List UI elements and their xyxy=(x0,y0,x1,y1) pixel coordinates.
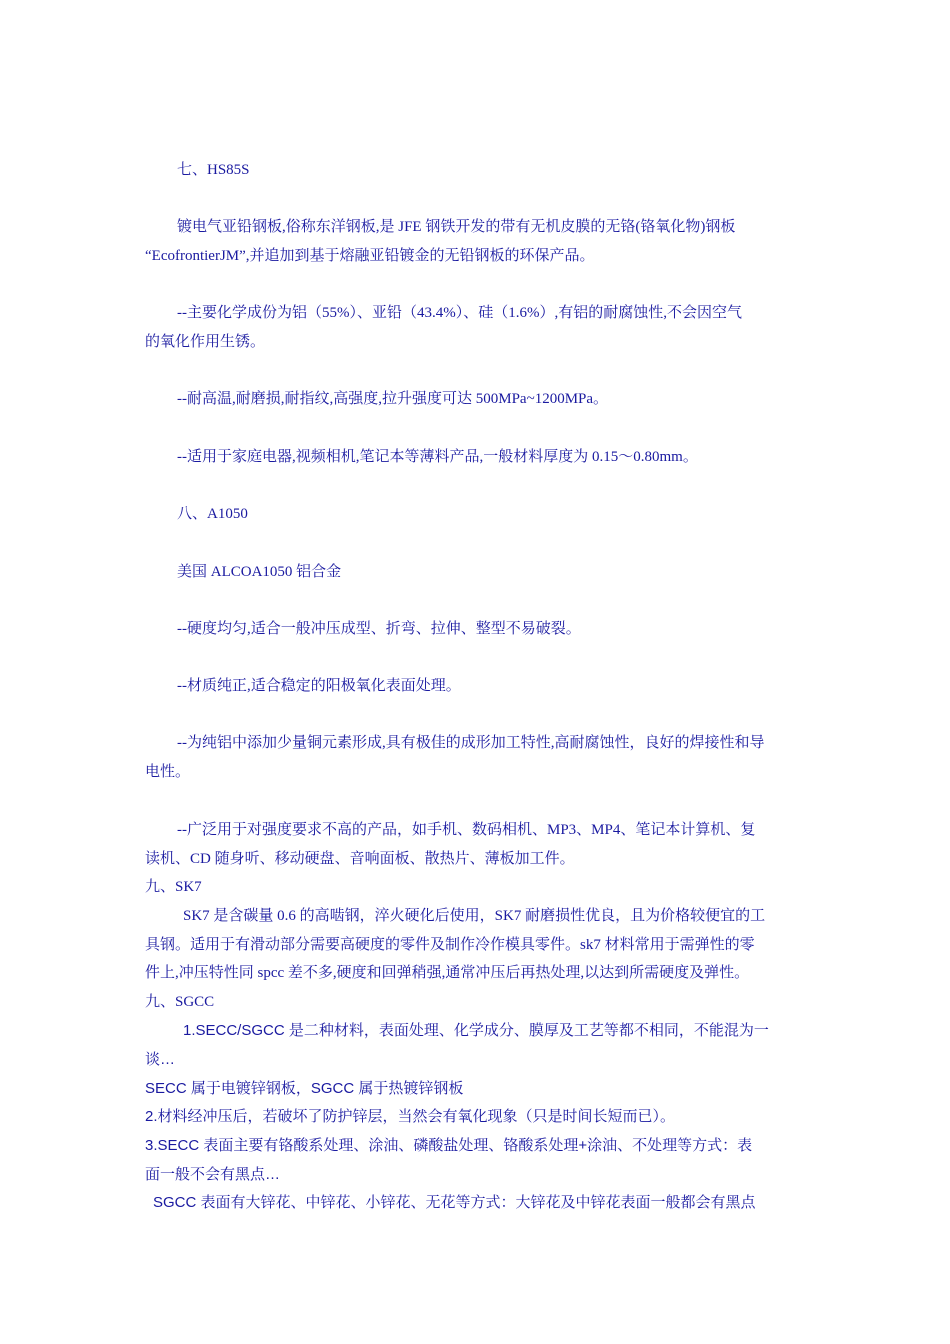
paragraph-line: 镀电气亚铅钢板,俗称东洋钢板,是 JFE 钢铁开发的带有无机皮膜的无铬(铬氧化物)钢板 xyxy=(177,219,736,235)
paragraph-line: --主要化学成份为铝（55%）、亚铅（43.4%）、硅（1.6%）,有铝的耐腐蚀性,不会因空气 xyxy=(177,305,742,321)
paragraph-line: 面一般不会有黑点… xyxy=(145,1166,281,1183)
paragraph-line: --广泛用于对强度要求不高的产品，如手机、数码相机、MP3、MP4、笔记本计算机、复 xyxy=(177,822,756,838)
paragraph-line: 具钢。适用于有滑动部分需要高硬度的零件及制作冷作模具零件。sk7 材料常用于需弹性的零 xyxy=(145,937,755,953)
paragraph-line: --材质纯正,适合稳定的阳极氧化表面处理。 xyxy=(177,678,461,694)
paragraph-line: 1.SECC/SGCC 是二种材料，表面处理、化学成分、膜厚及工艺等都不相同，不能混为一 xyxy=(183,1022,769,1039)
paragraph-line: 2.材料经冲压后，若破坏了防护锌层，当然会有氧化现象（只是时间长短而已）。 xyxy=(145,1108,676,1125)
paragraph-line: SGCC 表面有大锌花、中锌花、小锌花、无花等方式：大锌花及中锌花表面一般都会有黑点 xyxy=(153,1194,756,1211)
paragraph-line: --为纯铝中添加少量铜元素形成,具有极佳的成形加工特性,高耐腐蚀性，良好的焊接性和导 xyxy=(177,735,765,751)
paragraph-line: SECC 属于电镀锌钢板，SGCC 属于热镀锌钢板 xyxy=(145,1080,464,1097)
paragraph-line: 美国 ALCOA1050 铝合金 xyxy=(177,564,342,580)
paragraph-line: 读机、CD 随身听、移动硬盘、音响面板、散热片、薄板加工件。 xyxy=(145,851,575,867)
paragraph-line: “EcofrontierJM”,并追加到基于熔融亚铅镀金的无铅钢板的环保产品。 xyxy=(145,248,595,264)
section-heading-hs85s: 七、HS85S xyxy=(177,162,250,178)
paragraph-line: 谈… xyxy=(145,1051,176,1068)
paragraph-line: --适用于家庭电器,视频相机,笔记本等薄料产品,一般材料厚度为 0.15～0.80mm。 xyxy=(177,449,698,465)
paragraph-line: 电性。 xyxy=(145,764,191,780)
paragraph-line: --耐高温,耐磨损,耐指纹,高强度,拉升强度可达 500MPa~1200MPa。 xyxy=(177,391,609,407)
section-heading-a1050: 八、A1050 xyxy=(177,506,248,522)
paragraph-line: --硬度均匀,适合一般冲压成型、折弯、拉伸、整型不易破裂。 xyxy=(177,621,581,637)
section-heading-sk7: 九、SK7 xyxy=(145,879,202,895)
paragraph-line: 的氧化作用生锈。 xyxy=(145,334,266,350)
paragraph-line: SK7 是含碳量 0.6 的高啮钢，淬火硬化后使用，SK7 耐磨损性优良，且为价格较便宜的工 xyxy=(183,908,766,924)
paragraph-line: 件上,冲压特性同 spcc 差不多,硬度和回弹稍强,通常冲压后再热处理,以达到所需硬度及弹性。 xyxy=(145,965,750,981)
section-heading-sgcc: 九、SGCC xyxy=(145,994,215,1010)
paragraph-line: 3.SECC 表面主要有铬酸系处理、涂油、磷酸盐处理、铬酸系处理+涂油、不处理等方式：表 xyxy=(145,1137,753,1154)
